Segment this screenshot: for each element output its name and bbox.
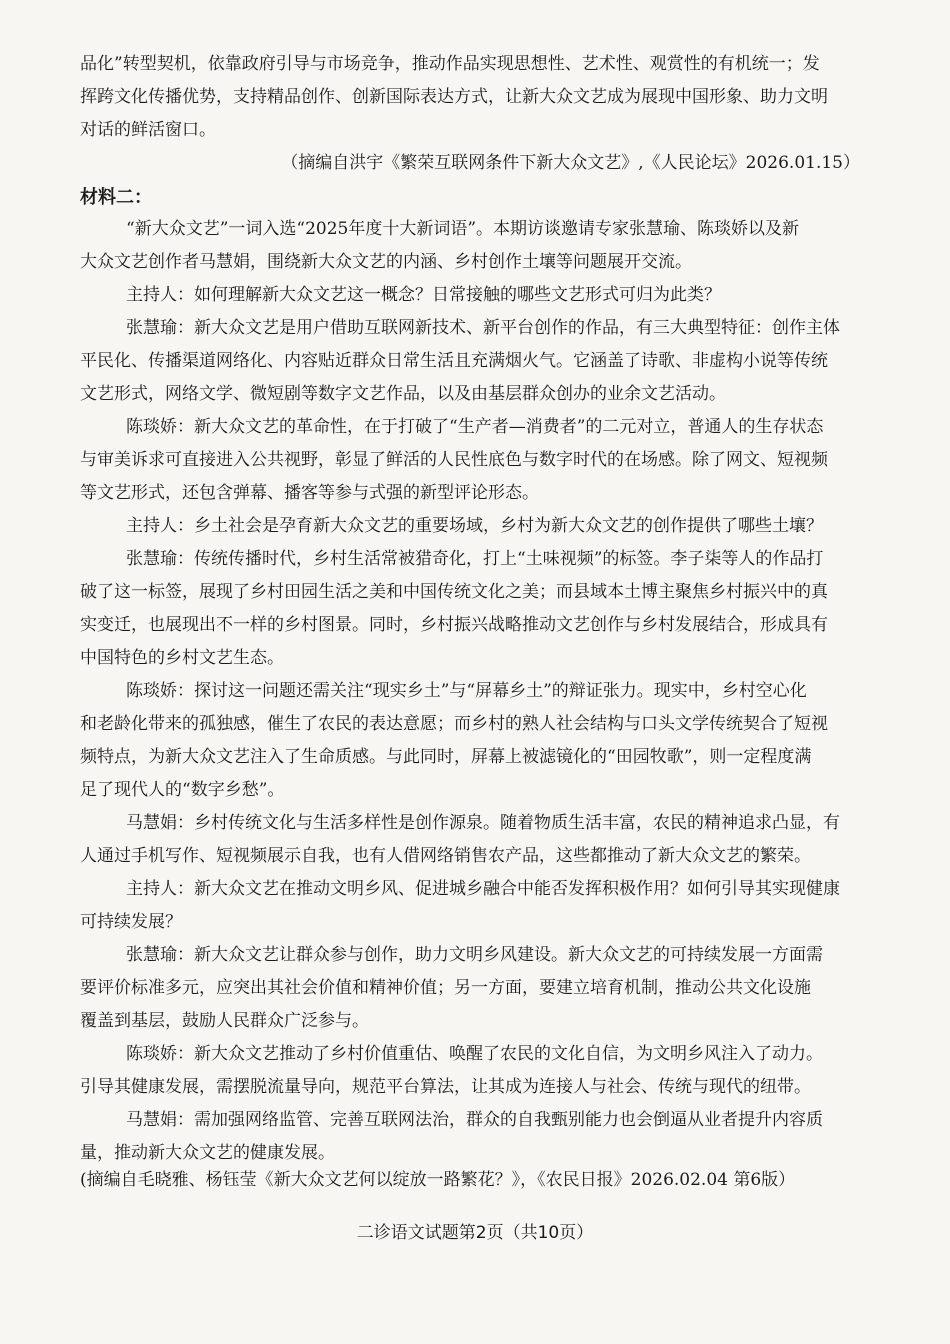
text-line: 和老龄化带来的孤独感，催生了农民的表达意愿；而乡村的熟人社会结构与口头文学传统契合了短视 xyxy=(80,714,828,734)
section-heading: 材料二： xyxy=(80,187,152,208)
opening-paragraph xyxy=(80,48,860,147)
text-line: 陈琰娇：新大众文艺推动了乡村价值重估、唤醒了农民的文化自信，为文明乡风注入了动力。 xyxy=(126,1044,823,1064)
text-line: 张慧瑜：传统传播时代，乡村生活常被猎奇化，打上“土味视频”的标签。李子柒等人的作品打 xyxy=(126,549,824,569)
text-line: 可持续发展？ xyxy=(80,912,182,932)
text-line: 引导其健康发展，需摆脱流量导向，规范平台算法，让其成为连接人与社会、传统与现代的纽带。 xyxy=(80,1077,811,1097)
text-line: 大众文艺创作者马慧娟，围绕新大众文艺的内涵、乡村创作土壤等问题展开交流。 xyxy=(80,252,692,272)
citation: (摘编自毛晓雅、杨钰莹《新大众文艺何以绽放一路繁花？》，《农民日报》2026.02.04 第6版） xyxy=(80,1170,796,1190)
text-line: 品化”转型契机，依靠政府引导与市场竞争，推动作品实现思想性、艺术性、观赏性的有机统一；发 xyxy=(80,54,820,74)
paragraph xyxy=(80,873,860,939)
text-line: 与审美诉求可直接进入公共视野，彰显了鲜活的人民性底色与数字时代的在场感。除了网文、短视频 xyxy=(80,450,828,470)
text-line: 足了现代人的“数字乡愁”。 xyxy=(80,780,285,800)
text-line: 量，推动新大众文艺的健康发展。 xyxy=(80,1143,335,1163)
text-line: 马慧娟：需加强网络监管、完善互联网法治，群众的自我甄别能力也会倒逼从业者提升内容质 xyxy=(126,1110,823,1130)
paragraph xyxy=(80,1038,860,1104)
paragraph xyxy=(80,675,860,807)
text-line: 主持人：乡土社会是孕育新大众文艺的重要场域，乡村为新大众文艺的创作提供了哪些土壤？ xyxy=(126,516,823,536)
paragraph xyxy=(80,807,860,873)
paragraph xyxy=(80,213,860,279)
text-line: 张慧瑜：新大众文艺让群众参与创作，助力文明乡风建设。新大众文艺的可持续发展一方面需 xyxy=(126,945,823,965)
text-line: 要评价标准多元，应突出其社会价值和精神价值；另一方面，要建立培育机制，推动公共文化设施 xyxy=(80,978,811,998)
text-line: 覆盖到基层，鼓励人民群众广泛参与。 xyxy=(80,1011,369,1031)
text-line: “新大众文艺”一词入选“2025年度十大新词语”。本期访谈邀请专家张慧瑜、陈琰娇以及新 xyxy=(126,219,800,239)
paragraph xyxy=(80,510,860,543)
text-line: 对话的鲜活窗口。 xyxy=(80,120,216,140)
paragraph xyxy=(80,543,860,675)
text-line: 张慧瑜：新大众文艺是用户借助互联网新技术、新平台创作的作品，有三大典型特征：创作主体 xyxy=(126,318,840,338)
paragraph xyxy=(80,411,860,510)
text-line: 平民化、传播渠道网络化、内容贴近群众日常生活且充满烟火气。它涵盖了诗歌、非虚构小说等传统 xyxy=(80,351,828,371)
text-line: 实变迁，也展现出不一样的乡村图景。同时，乡村振兴战略推动文艺创作与乡村发展结合，形成具有 xyxy=(80,615,828,635)
text-line: 陈琰娇：新大众文艺的革命性，在于打破了“生产者—消费者”的二元对立，普通人的生存状态 xyxy=(126,417,824,437)
text-line: 主持人：如何理解新大众文艺这一概念？日常接触的哪些文艺形式可归为此类？ xyxy=(126,285,721,305)
text-line: 陈琰娇：探讨这一问题还需关注“现实乡土”与“屏幕乡土”的辩证张力。现实中，乡村空心化 xyxy=(126,681,807,701)
page-footer: 二诊语文试题第2页（共10页） xyxy=(356,1223,594,1243)
text-line: 人通过手机写作、短视频展示自我，也有人借网络销售农产品，这些都推动了新大众文艺的繁荣。 xyxy=(80,846,811,866)
text-line: 中国特色的乡村文艺生态。 xyxy=(80,648,284,668)
text-line: 等文艺形式，还包含弹幕、播客等参与式强的新型评论形态。 xyxy=(80,483,539,503)
text-line: 挥跨文化传播优势，支持精品创作、创新国际表达方式，让新大众文艺成为展现中国形象、助力文明 xyxy=(80,87,828,107)
text-line: 马慧娟：乡村传统文化与生活多样性是创作源泉。随着物质生活丰富，农民的精神追求凸显，有 xyxy=(126,813,840,833)
paragraph xyxy=(80,279,860,312)
paragraph xyxy=(80,312,860,411)
text-line: 频特点，为新大众文艺注入了生命质感。与此同时，屏幕上被滤镜化的“田园牧歌”，则一定程度满 xyxy=(80,747,812,767)
text-line: 主持人：新大众文艺在推动文明乡风、促进城乡融合中能否发挥积极作用？如何引导其实现健康 xyxy=(126,879,840,899)
paragraph xyxy=(80,1104,860,1170)
text-line: 破了这一标签，展现了乡村田园生活之美和中国传统文化之美；而县域本土博主聚焦乡村振兴中的真 xyxy=(80,582,828,602)
text-line: 文艺形式，网络文学、微短剧等数字文艺作品，以及由基层群众创办的业余文艺活动。 xyxy=(80,384,726,404)
citation: （摘编自洪宇《繁荣互联网条件下新大众文艺》,《人民论坛》2026.01.15） xyxy=(281,153,860,173)
paragraph xyxy=(80,939,860,1038)
interview-body xyxy=(80,213,860,1170)
